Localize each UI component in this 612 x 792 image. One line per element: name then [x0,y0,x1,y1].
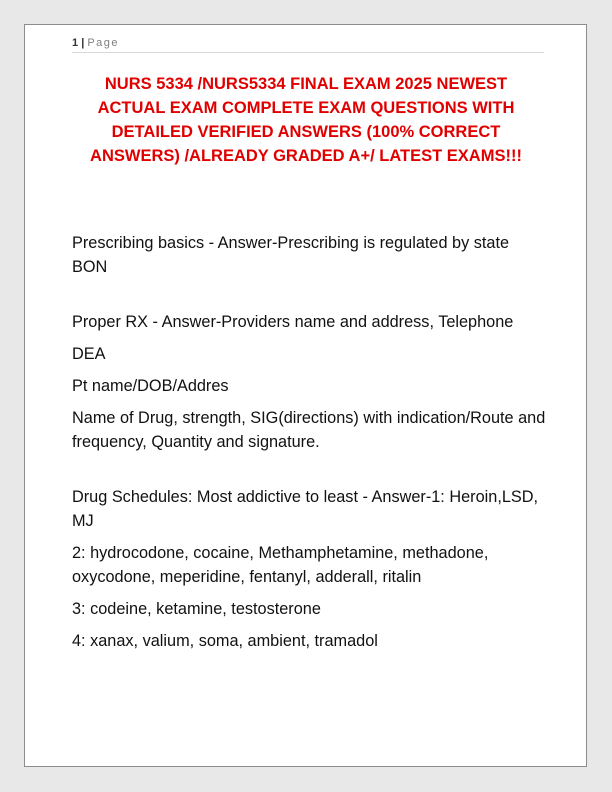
paragraph-pt-info: Pt name/DOB/Addres [72,377,229,395]
paragraph-schedule-3: 3: codeine, ketamine, testosterone [72,600,321,618]
paragraph-dea: DEA [72,345,106,363]
document-page [24,24,587,767]
paragraph-prescribing-basics: Prescribing basics - Answer-Prescribing is regulated by state BON [72,234,510,276]
paragraph-schedule-2: 2: hydrocodone, cocaine, Methamphetamine, methadone, oxycodone, meperidine, fentanyl, adderall, ritalin [72,544,489,586]
page-header [72,36,544,53]
paragraph-schedule-4: 4: xanax, valium, soma, ambient, tramadol [72,632,378,650]
paragraph-proper-rx: Proper RX - Answer-Providers name and address, Telephone [72,313,514,331]
page-header-separator: | [81,37,85,49]
document-body [72,231,547,653]
page-number: 1 [72,37,79,49]
page-label: Page [87,37,120,49]
paragraph-drug-details: Name of Drug, strength, SIG(directions) with indication/Route and frequency, Quantity and signature. [72,409,546,451]
document-title: NURS 5334 /NURS5334 FINAL EXAM 2025 NEWEST ACTUAL EXAM COMPLETE EXAM QUESTIONS WITH DETAILED VERIFIED ANSWERS (100% CORRECT ANSWERS) /ALREADY GRADED A+/ LATEST EXAMS!!! [90,75,522,165]
paragraph-drug-schedules: Drug Schedules: Most addictive to least - Answer-1: Heroin,LSD, MJ [72,488,539,530]
